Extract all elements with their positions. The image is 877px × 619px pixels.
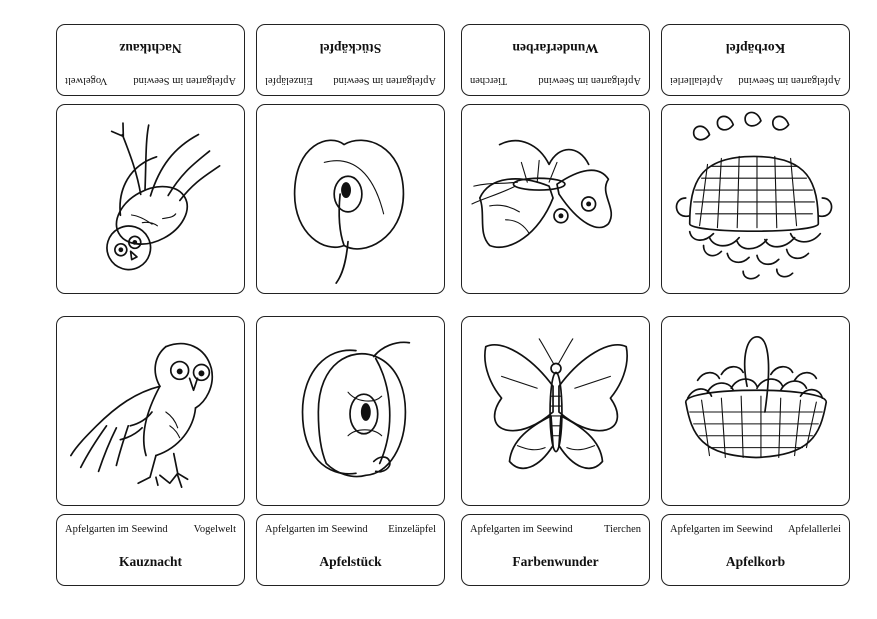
card-picture-top-4	[661, 104, 850, 294]
card-picture-top-3	[461, 104, 650, 294]
series-label: Apfelgarten im Seewind	[670, 524, 773, 535]
category-label: Vogelwelt	[193, 524, 236, 535]
card-label-bottom-1	[56, 514, 245, 586]
apple-half-icon	[257, 105, 444, 293]
card-label-top-3	[461, 24, 650, 96]
series-label: Apfelgarten im Seewind	[133, 75, 236, 86]
card-title: Kauznacht	[118, 554, 182, 569]
series-label: Apfelgarten im Seewind	[65, 524, 168, 535]
category-label: Apfelallerlei	[787, 524, 841, 535]
series-label: Apfelgarten im Seewind	[265, 524, 368, 535]
apple-slice-icon	[257, 317, 444, 505]
card-title: Korbäpfel	[725, 41, 786, 56]
card-label-bottom-4	[661, 514, 850, 586]
card-picture-bottom-3	[461, 316, 650, 506]
apple-pot-icon	[662, 105, 849, 293]
owl-flying-icon	[57, 105, 244, 293]
category-label: Apfelallerlei	[670, 75, 724, 86]
card-label-bottom-3	[461, 514, 650, 586]
apple-basket-icon	[662, 317, 849, 505]
card-picture-bottom-4	[661, 316, 850, 506]
card-title: Stückäpfel	[319, 41, 382, 56]
card-label-top-2	[256, 24, 445, 96]
card-title: Apfelstück	[319, 554, 382, 569]
card-picture-bottom-2	[256, 316, 445, 506]
owl-perched-icon	[57, 317, 244, 505]
butterfly-side-icon	[462, 105, 649, 293]
card-title: Farbenwunder	[512, 554, 599, 569]
series-label: Apfelgarten im Seewind	[333, 75, 436, 86]
card-label-top-4	[661, 24, 850, 96]
category-label: Einzeläpfel	[388, 524, 436, 535]
series-label: Apfelgarten im Seewind	[470, 524, 573, 535]
category-label: Einzeläpfel	[265, 75, 313, 86]
category-label: Vogelwelt	[65, 75, 108, 86]
card-picture-top-1	[56, 104, 245, 294]
card-label-bottom-2	[256, 514, 445, 586]
butterfly-top-icon	[462, 317, 649, 505]
category-label: Tierchen	[604, 524, 641, 535]
card-title: Wunderfarben	[512, 41, 599, 56]
series-label: Apfelgarten im Seewind	[538, 75, 641, 86]
card-title: Nachtkauz	[119, 41, 182, 56]
category-label: Tierchen	[470, 75, 507, 86]
card-picture-bottom-1	[56, 316, 245, 506]
card-title: Apfelkorb	[725, 554, 786, 569]
card-picture-top-2	[256, 104, 445, 294]
card-label-top-1	[56, 24, 245, 96]
series-label: Apfelgarten im Seewind	[738, 75, 841, 86]
